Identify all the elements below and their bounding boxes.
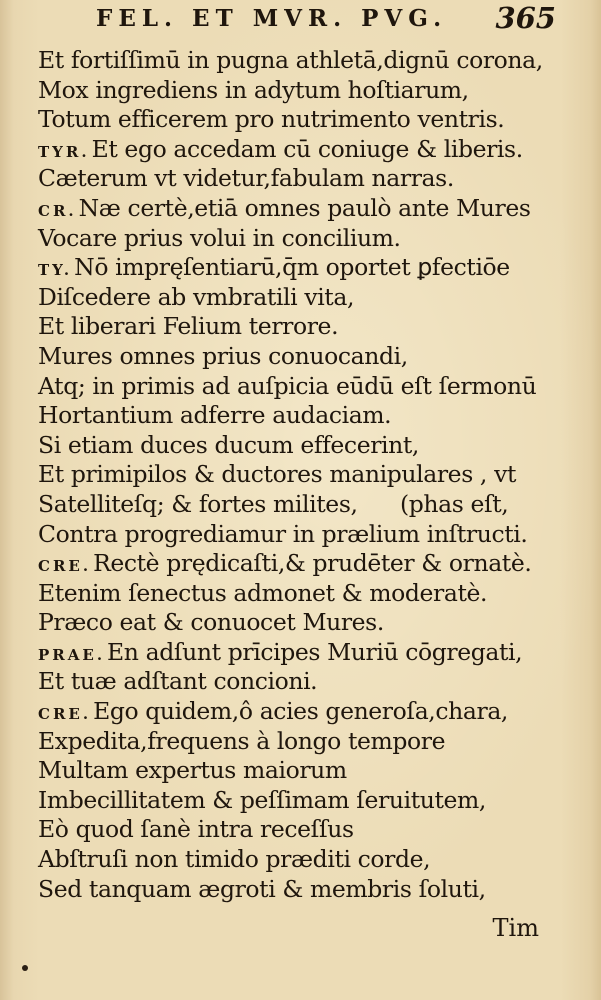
text-line [38, 342, 558, 372]
text-line [38, 253, 558, 283]
page-number: 365 [495, 1, 556, 35]
line-text: Multam expertus maiorum [38, 756, 347, 785]
line-text: Rectè prędicaſti,& prudēter & ornatè. [93, 549, 532, 578]
speaker-label: CR. [38, 201, 77, 220]
text-line [38, 76, 558, 106]
line-text: Diſcedere ab vmbratili vita, [38, 282, 355, 311]
text-line [38, 401, 558, 431]
line-text: Hortantium adferre audaciam. [38, 401, 392, 430]
text-line [38, 283, 558, 313]
text-line [38, 460, 558, 490]
speaker-label: TYR. [38, 142, 90, 161]
text-line [38, 431, 558, 461]
line-text: Etenim ſenectus admonet & moderatè. [38, 578, 488, 607]
line-text: Contra progrediamur in prælium inſtructi. [38, 519, 528, 548]
speaker-label: TY. [38, 261, 73, 280]
running-head: FEL. ET MVR. PVG. [96, 5, 448, 32]
line-text: En adſunt prīcipes Muriū cōgregati, [107, 637, 523, 666]
text-line [38, 164, 558, 194]
text-line [38, 312, 558, 342]
line-text: Nō impręſentiarū,q̄m oportet ꝑfectiōe [74, 253, 510, 282]
text-line [38, 194, 558, 224]
line-text: Et fortiſſimū in pugna athletā,dignū corona, [38, 46, 543, 74]
text-line [38, 875, 558, 905]
text-line [38, 520, 558, 550]
text-line [38, 815, 558, 845]
line-text: Et ego accedam cū coniuge & liberis. [91, 134, 523, 163]
ink-dot-mark [22, 965, 28, 971]
text-line [38, 727, 558, 757]
speaker-label: CRE. [38, 557, 92, 576]
text-line [38, 786, 558, 816]
line-text: Eò quod ſanè intra receſſus [38, 815, 354, 844]
text-line [38, 756, 558, 786]
line-text: Totum efficerem pro nutrimento ventris. [38, 105, 505, 134]
line-text: Mures omnes prius conuocandi, [38, 341, 408, 370]
speaker-label: PRAE. [38, 645, 106, 664]
text-line [38, 697, 558, 727]
text-line [38, 579, 558, 609]
line-text: Et primipilos & ductores manipulares , vt [38, 460, 516, 489]
line-text: Satelliteſq; & fortes milites, (phas eſt, [38, 489, 509, 518]
line-text: Vocare prius volui in concilium. [38, 223, 401, 252]
line-text: Si etiam duces ducum effecerint, [38, 430, 419, 459]
speaker-label: CRE. [38, 705, 92, 724]
text-line [38, 667, 558, 697]
text-line [38, 105, 558, 135]
text-line [38, 845, 558, 875]
line-text: Næ certè,etiā omnes paulò ante Mures [78, 193, 531, 222]
line-text: Atq; in primis ad auſpicia eūdū eſt ſermonū [38, 371, 537, 400]
page-header [96, 1, 556, 44]
verse-text-block [38, 46, 558, 904]
line-text: Imbecillitatem & peſſimam ſeruitutem, [38, 785, 486, 814]
text-line [38, 224, 558, 254]
text-line [38, 372, 558, 402]
line-text: Expedita,frequens à longo tempore [38, 726, 446, 755]
line-text: Ego quidem,ô acies generoſa,chara, [93, 697, 508, 726]
text-line [38, 135, 558, 165]
catchword: Tim [492, 914, 539, 942]
text-line [38, 490, 558, 520]
text-line [38, 46, 558, 76]
line-text: Cæterum vt videtur,fabulam narras. [38, 164, 454, 193]
text-line [38, 638, 558, 668]
line-text: Mox ingrediens in adytum hoſtiarum, [38, 75, 469, 104]
line-text: Et tuæ adſtant concioni. [38, 667, 318, 696]
text-line [38, 608, 558, 638]
line-text: Sed tanquam ægroti & membris ſoluti, [38, 874, 486, 903]
text-line [38, 549, 558, 579]
line-text: Et liberari Felium terrore. [38, 312, 339, 341]
line-text: Abſtruſi non timido præditi corde, [38, 845, 431, 874]
line-text: Præco eat & conuocet Mures. [38, 608, 384, 637]
